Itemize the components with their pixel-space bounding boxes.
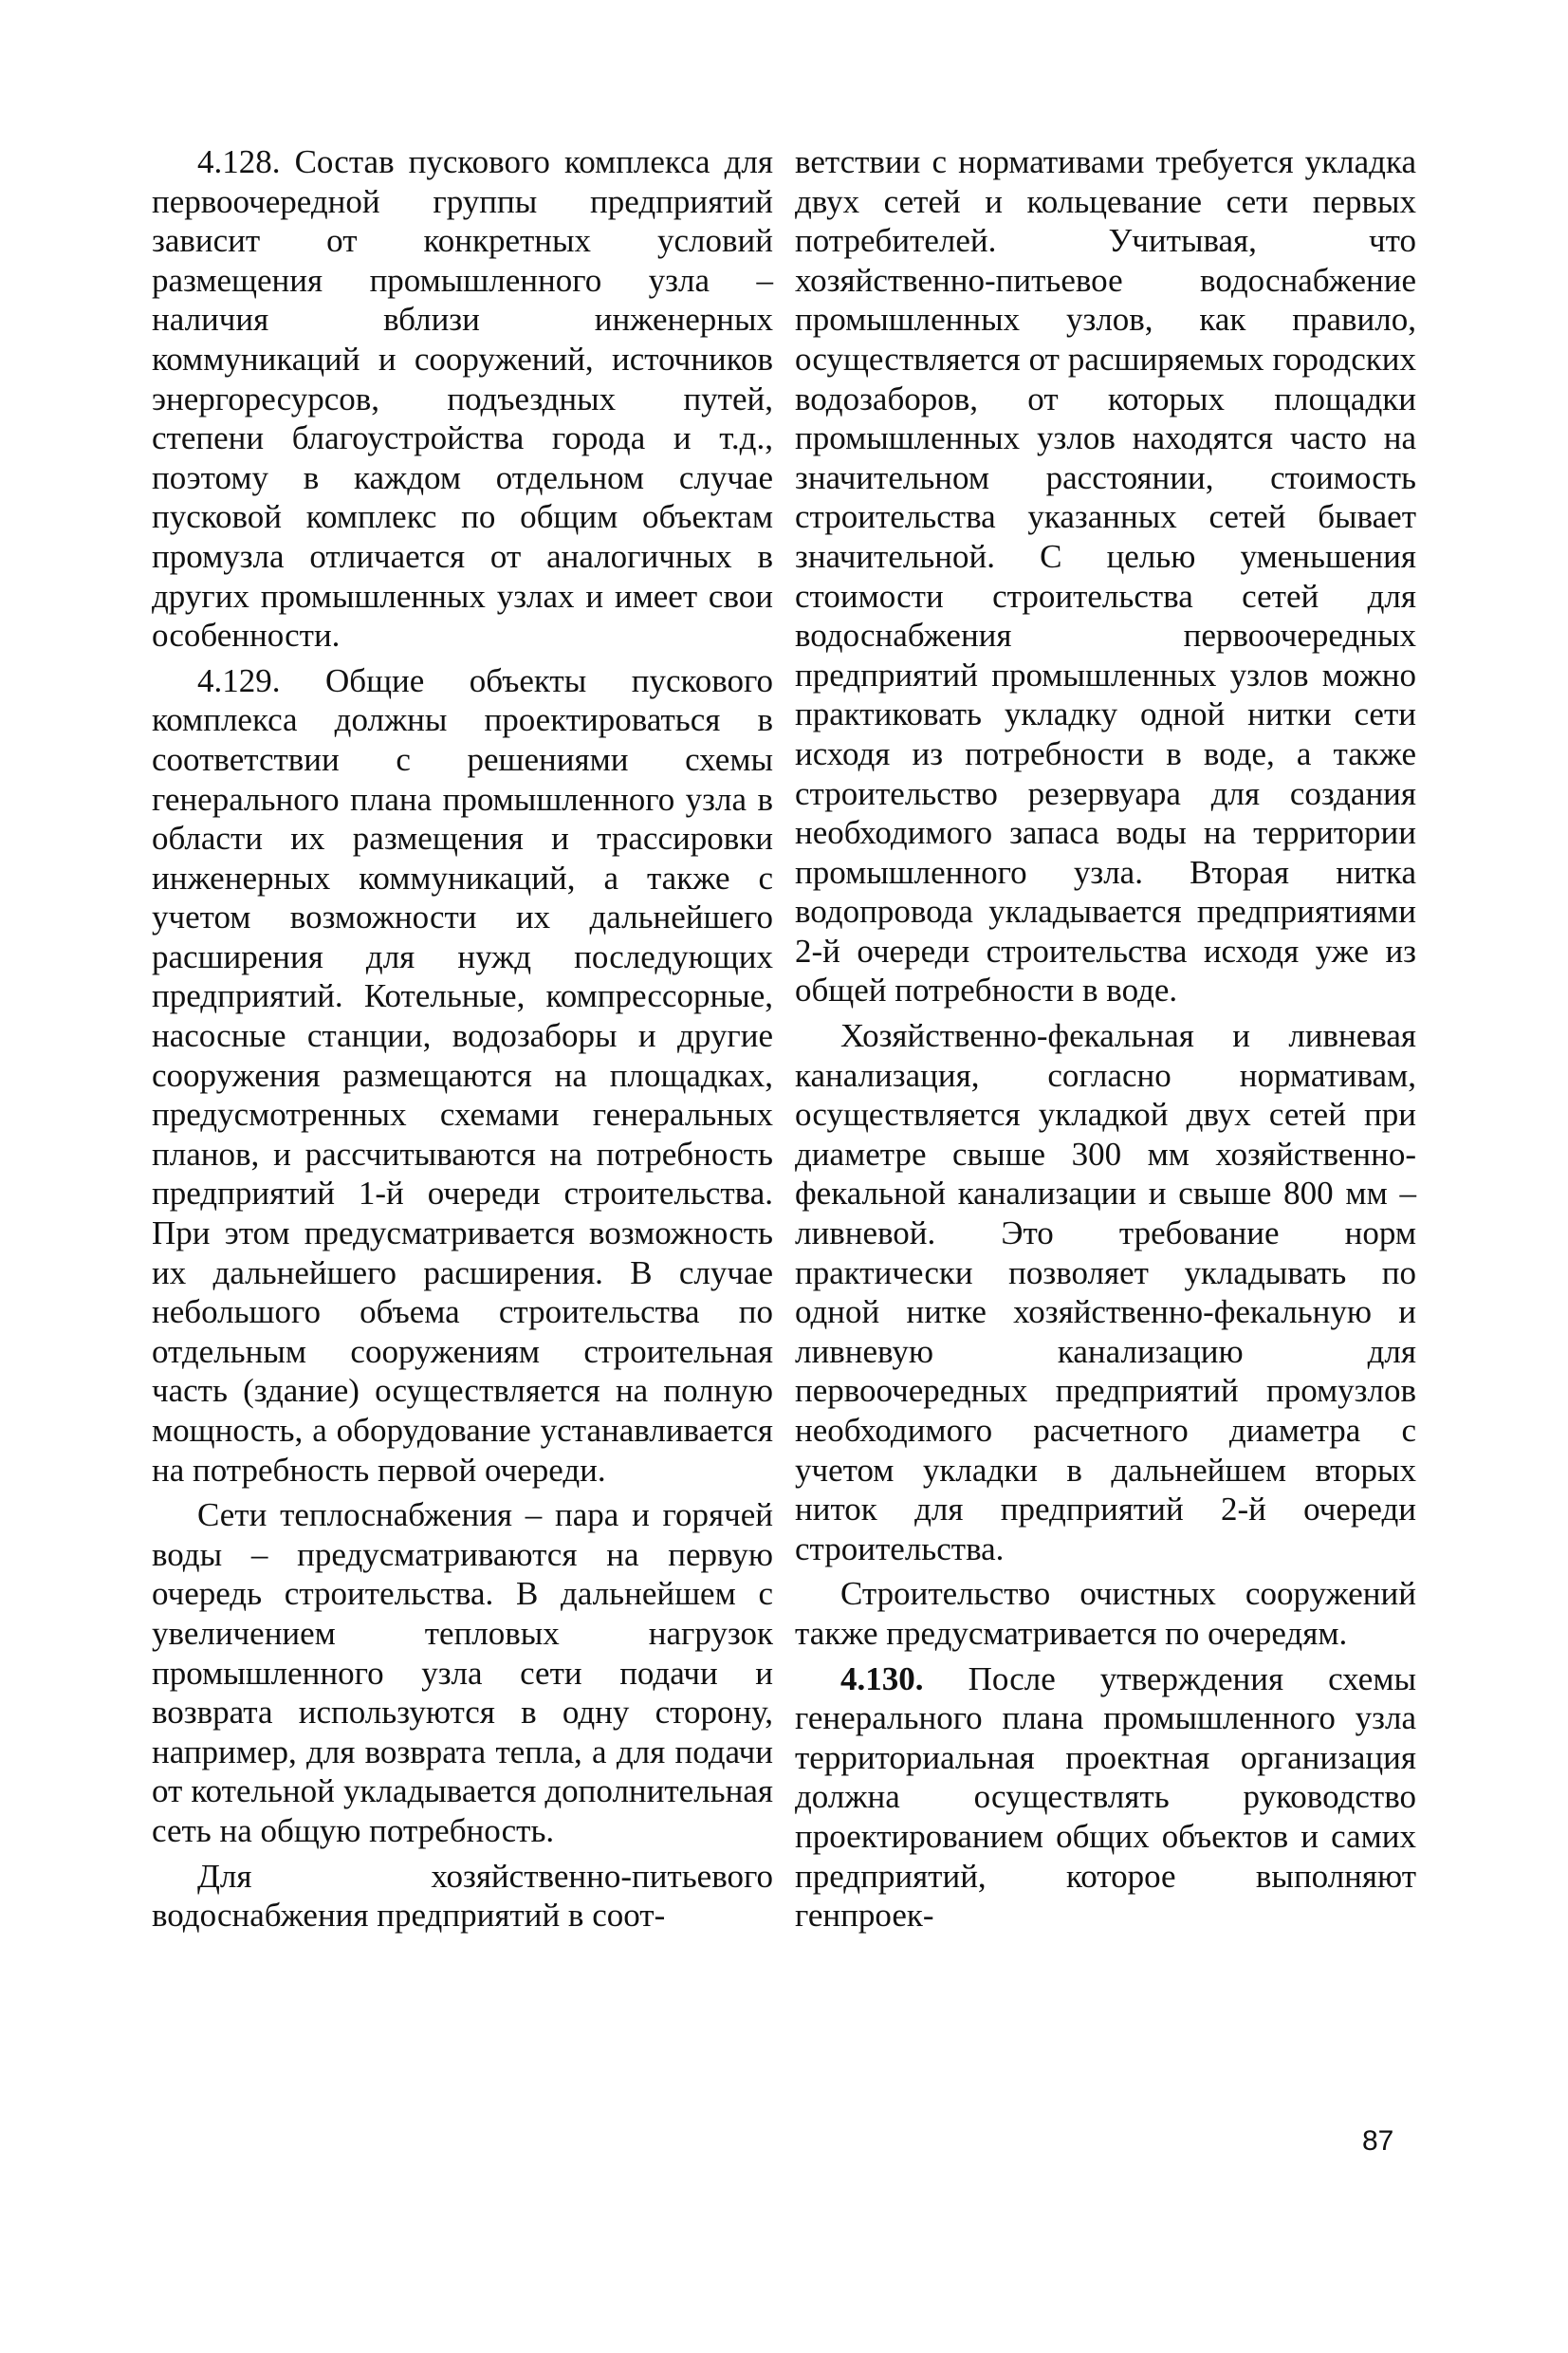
paragraph-text: Строительство очистных сооружений также предусматривается по очередям. [795, 1575, 1416, 1652]
paragraph-water-supply-start [152, 1857, 773, 1936]
left-column [152, 142, 773, 1936]
paragraph-text: После утверждения схемы генерального плана промышленного узла территориальная проектная организация должна осуществлять руководство проектированием общих объектов и самих предприятий, которое выполняют генпроек- [795, 1659, 1416, 1935]
paragraph-4-129 [152, 661, 773, 1490]
paragraph-water-supply-continued [795, 142, 1416, 1010]
paragraph-sewerage [795, 1016, 1416, 1568]
right-column [795, 142, 1416, 1936]
paragraph-text: Хозяйственно-фекальная и ливневая канализация, согласно нормативам, осуществляется укладкой двух сетей при диаметре свыше 300 мм хозяйственно-фекальной канализации и свыше 800 мм – ливневой. Это требование норм практически позволяет укладывать по одной нитке хозяйственно-фекальную и ливневую канализацию для первоочередных предприятий промузлов необходимого расчетного диаметра с учетом укладки в дальнейшем вторых ниток для предприятий 2-й очереди строительства. [795, 1017, 1416, 1567]
paragraph-treatment-facilities [795, 1574, 1416, 1653]
paragraph-text: Общие объекты пускового комплекса должны проектироваться в соответствии с решениями схемы генерального плана промышленного узла в области их размещения и трассировки инженерных коммуникаций, а также с учетом возможности их дальнейшего расширения для нужд последующих предприятий. Котельные, компрессорные, насосные станции, водозаборы и другие сооружения размещаются на площадках, предусмотренных схемами генеральных планов, и рассчитываются на потребность предприятий 1-й очереди строительства. При этом предусматривается возможность их дальнейшего расширения. В случае небольшого объема строительства по отдельным сооружениям строительная часть (здание) осуществляется на полную мощность, а оборудование устанавливается на потребность первой очереди. [152, 661, 773, 1489]
paragraph-text: Сети теплоснабжения – пара и горячей воды – предусматриваются на первую очередь строительства. В дальнейшем с увеличением тепловых нагрузок промышленного узла сети подачи и возврата используются в одну сторону, например, для возврата тепла, а для подачи от котельной укладывается дополнительная сеть на общую потребность. [152, 1496, 773, 1849]
paragraph-text: ветствии с нормативами требуется укладка двух сетей и кольцевание сети первых потребителей. Учитывая, что хозяйственно-питьевое водоснабжение промышленных узлов, как правило, осуществляется от расширяемых городских водозаборов, от которых площадки промышленных узлов находятся часто на значительном расстоянии, стоимость строительства указанных сетей бывает значительной. С целью уменьшения стоимости строительства сетей для водоснабжения первоочередных предприятий промышленных узлов можно практиковать укладку одной нитки сети исходя из потребности в воде, а также строительство резервуара для создания необходимого запаса воды на территории промышленного узла. Вторая нитка водопровода укладывается предприятиями 2-й очереди строительства исходя уже из общей потребности в воде. [795, 143, 1416, 1010]
clause-number: 4.130. [840, 1659, 924, 1697]
paragraph-text: Состав пускового комплекса для первоочередной группы предприятий зависит от конкретных условий размещения промышленного узла – наличия вблизи инженерных коммуникаций и сооружений, источников энергоресурсов, подъездных путей, степени благоустройства города и т.д., поэтому в каждом отдельном случае пусковой комплекс по общим объектам промузла отличается от аналогичных в других промышленных узлах и имеет свои особенности. [152, 143, 773, 655]
page-number: 87 [1362, 2125, 1394, 2157]
paragraph-text: Для хозяйственно-питьевого водоснабжения предприятий в соот- [152, 1857, 773, 1935]
clause-number: 4.128. [197, 143, 281, 180]
paragraph-heat-supply [152, 1495, 773, 1850]
clause-number: 4.129. [197, 661, 281, 699]
paragraph-4-128 [152, 142, 773, 656]
paragraph-4-130 [795, 1659, 1416, 1936]
